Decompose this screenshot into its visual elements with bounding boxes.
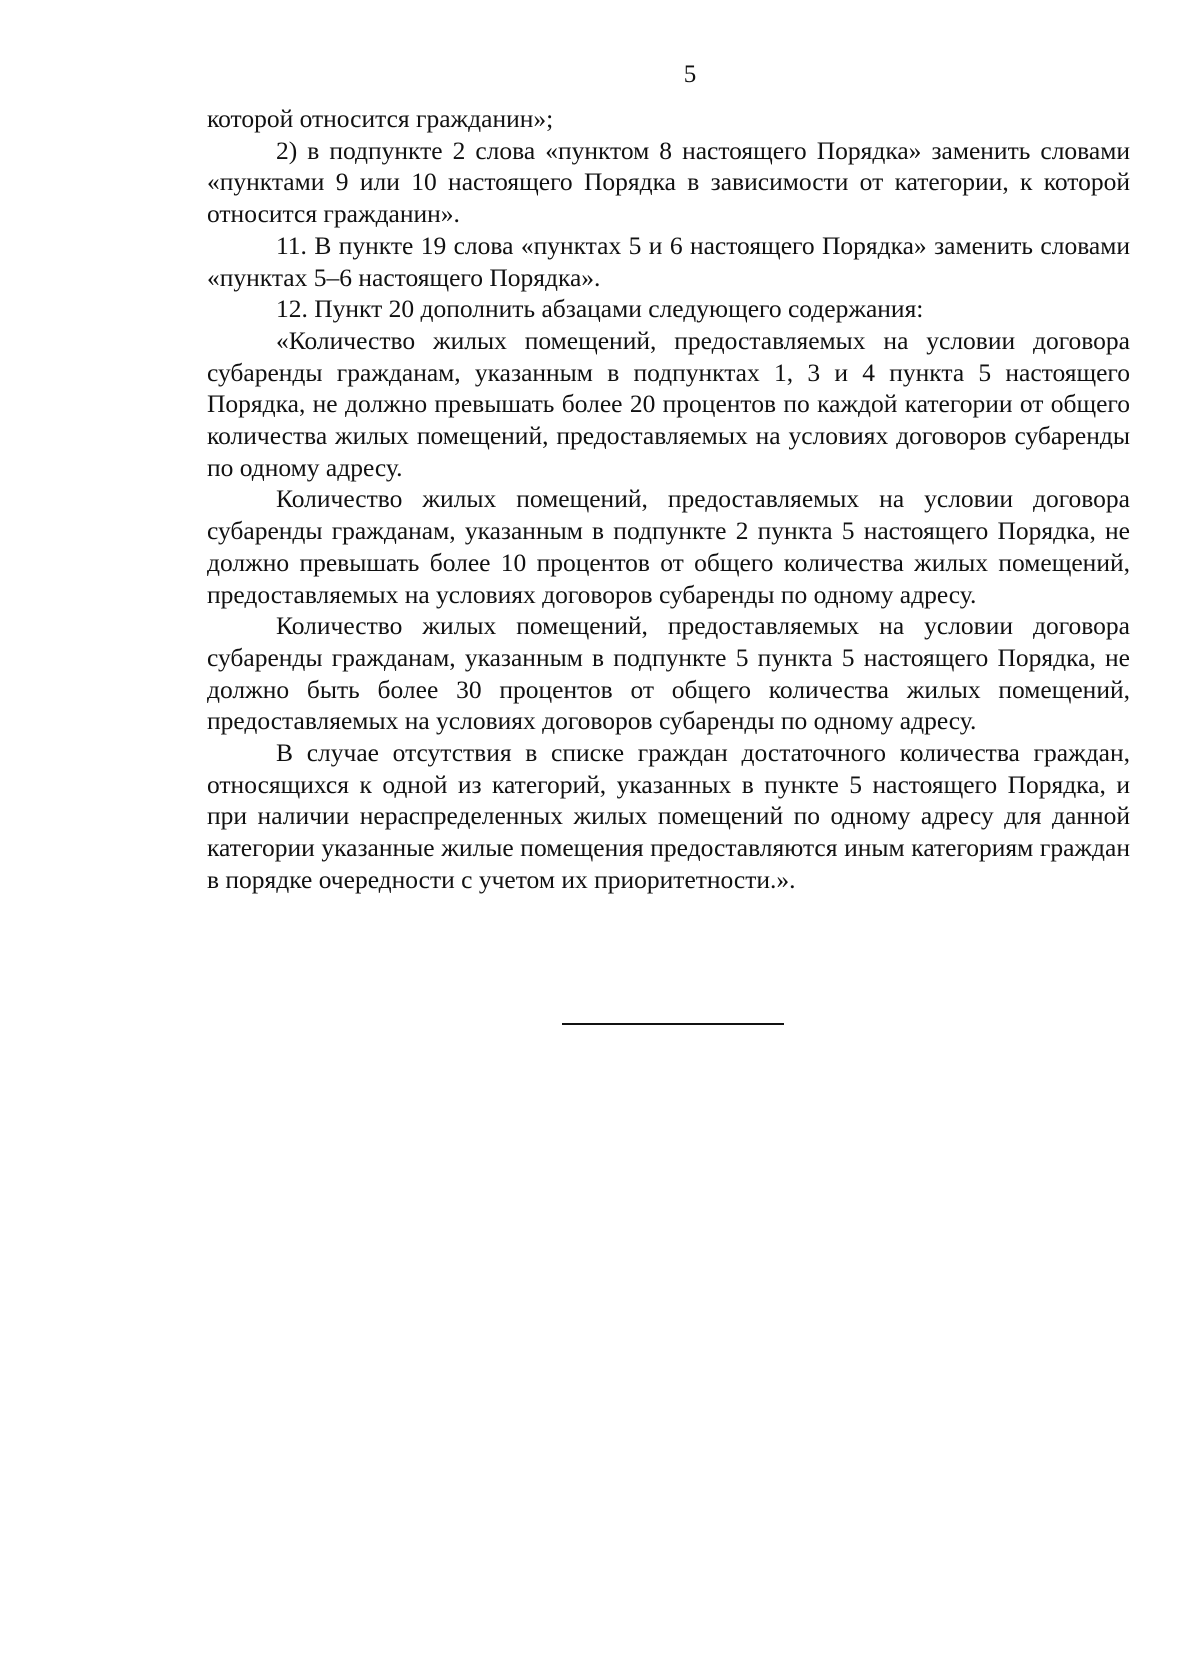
paragraph-quote-2: Количество жилых помещений, предоставляемых на условии договора субаренды гражданам, указанным в подпункте 2 пункта 5 настоящего Порядка, не должно превышать более 10 процентов от общего количества жилых помещений, предоставляемых на условиях договоров субаренды по одному адресу. bbox=[207, 484, 1130, 609]
page-number: 5 bbox=[683, 61, 697, 88]
paragraph-quote-1: «Количество жилых помещений, предоставляемых на условии договора субаренды гражданам, указанным в подпунктах 1, 3 и 4 пункта 5 настоящего Порядка, не должно превышать более 20 процентов по каждой категории от общего количества жилых помещений, предоставляемых на условиях договоров субаренды по одному адресу. bbox=[207, 325, 1130, 482]
paragraph-continuation: которой относится гражданин»; bbox=[207, 104, 554, 133]
document-body bbox=[207, 103, 1130, 896]
paragraph-item-12: 12. Пункт 20 дополнить абзацами следующего содержания: bbox=[276, 294, 924, 324]
end-divider-line bbox=[562, 1023, 784, 1025]
paragraph-quote-4: В случае отсутствия в списке граждан достаточного количества граждан, относящихся к одной из категорий, указанных в пункте 5 настоящего Порядка, и при наличии нераспределенных жилых помещений по одному адресу для данной категории указанные жилые помещения предоставляются иным категориям граждан в порядке очередности с учетом их приоритетности.». bbox=[207, 738, 1130, 894]
paragraph-item-11: 11. В пункте 19 слова «пунктах 5 и 6 настоящего Порядка» заменить словами «пунктах 5–6 настоящего Порядка». bbox=[207, 230, 1130, 292]
paragraph-subitem-2: 2) в подпункте 2 слова «пунктом 8 настоящего Порядка» заменить словами «пунктами 9 или 10 настоящего Порядка в зависимости от категории, к которой относится гражданин». bbox=[207, 135, 1130, 229]
paragraph-quote-3: Количество жилых помещений, предоставляемых на условии договора субаренды гражданам, указанным в подпункте 5 пункта 5 настоящего Порядка, не должно быть более 30 процентов от общего количества жилых помещений, предоставляемых на условиях договоров субаренды по одному адресу. bbox=[207, 611, 1130, 736]
